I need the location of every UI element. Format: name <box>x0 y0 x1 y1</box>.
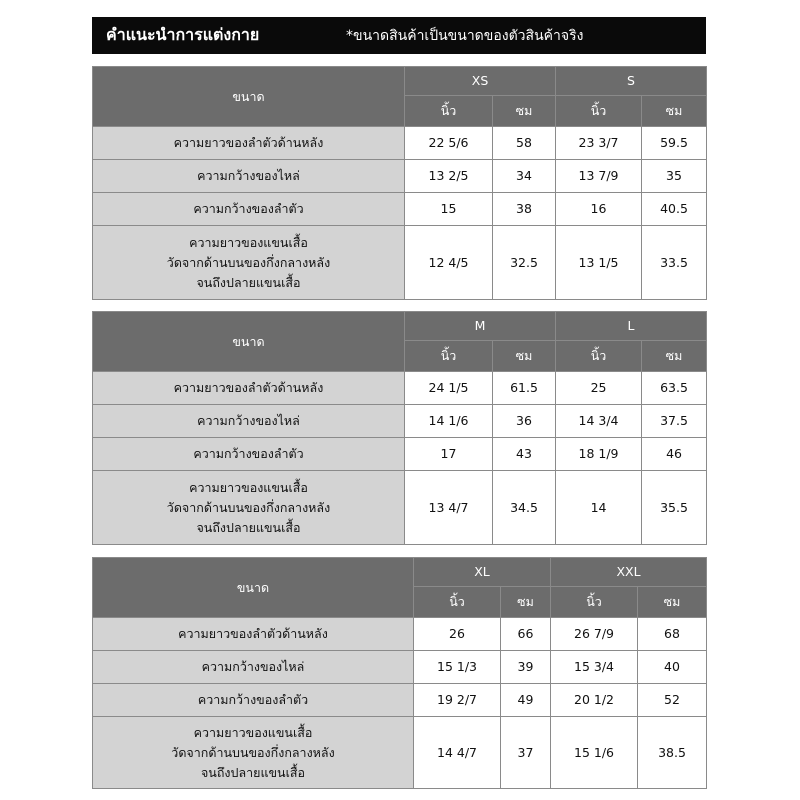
value-cell: 15 1/3 <box>414 651 501 684</box>
sleeve-label-line: วัดจากด้านบนของกึ่งกลางหลัง <box>166 499 331 515</box>
value-cell: 35 <box>642 160 707 193</box>
value-cell: 43 <box>493 438 556 471</box>
value-cell: 33.5 <box>642 226 707 300</box>
value-cell: 19 2/7 <box>414 684 501 717</box>
value-cell: 18 1/9 <box>556 438 642 471</box>
value-cell: 35.5 <box>642 471 707 545</box>
table-row <box>93 160 707 193</box>
table-row <box>93 618 707 651</box>
row-label-back-length: ความยาวของลำตัวด้านหลัง <box>93 127 405 160</box>
unit-inch: นิ้ว <box>556 96 642 127</box>
value-cell: 34 <box>493 160 556 193</box>
table-row <box>93 405 707 438</box>
row-label-body-width: ความกว้างของลำตัว <box>93 438 405 471</box>
row-label-back-length: ความยาวของลำตัวด้านหลัง <box>93 618 414 651</box>
value-cell: 17 <box>405 438 493 471</box>
row-label-body-width: ความกว้างของลำตัว <box>93 193 405 226</box>
unit-cm: ซม <box>493 341 556 372</box>
size-header-l: L <box>556 312 707 341</box>
value-cell: 20 1/2 <box>551 684 638 717</box>
size-header-xxl: XXL <box>551 558 707 587</box>
value-cell: 37 <box>501 717 551 789</box>
unit-cm: ซม <box>501 587 551 618</box>
row-label-sleeve-length <box>93 717 414 789</box>
value-cell: 22 5/6 <box>405 127 493 160</box>
value-cell: 13 1/5 <box>556 226 642 300</box>
size-header-m: M <box>405 312 556 341</box>
value-cell: 16 <box>556 193 642 226</box>
value-cell: 14 3/4 <box>556 405 642 438</box>
value-cell: 13 7/9 <box>556 160 642 193</box>
value-cell: 34.5 <box>493 471 556 545</box>
value-cell: 14 4/7 <box>414 717 501 789</box>
row-label-sleeve-length <box>93 471 405 545</box>
size-table-m-l <box>92 311 707 545</box>
sleeve-label-line: ความยาวของแขนเสื้อ <box>189 234 308 250</box>
value-cell: 68 <box>638 618 707 651</box>
value-cell: 14 1/6 <box>405 405 493 438</box>
value-cell: 40.5 <box>642 193 707 226</box>
value-cell: 32.5 <box>493 226 556 300</box>
value-cell: 25 <box>556 372 642 405</box>
row-label-back-length: ความยาวของลำตัวด้านหลัง <box>93 372 405 405</box>
size-table-xs-s <box>92 66 707 300</box>
sleeve-label-line: จนถึงปลายแขนเสื้อ <box>196 519 301 535</box>
value-cell: 14 <box>556 471 642 545</box>
unit-inch: นิ้ว <box>414 587 501 618</box>
value-cell: 59.5 <box>642 127 707 160</box>
value-cell: 40 <box>638 651 707 684</box>
unit-cm: ซม <box>638 587 707 618</box>
size-caption: ขนาด <box>93 312 405 372</box>
value-cell: 63.5 <box>642 372 707 405</box>
table-row <box>93 193 707 226</box>
value-cell: 15 3/4 <box>551 651 638 684</box>
value-cell: 24 1/5 <box>405 372 493 405</box>
value-cell: 46 <box>642 438 707 471</box>
sleeve-label-line: วัดจากด้านบนของกึ่งกลางหลัง <box>166 254 331 270</box>
value-cell: 66 <box>501 618 551 651</box>
table-row <box>93 684 707 717</box>
value-cell: 37.5 <box>642 405 707 438</box>
unit-inch: นิ้ว <box>551 587 638 618</box>
value-cell: 12 4/5 <box>405 226 493 300</box>
unit-cm: ซม <box>642 96 707 127</box>
value-cell: 15 <box>405 193 493 226</box>
value-cell: 26 7/9 <box>551 618 638 651</box>
table-row <box>93 372 707 405</box>
sleeve-label-line: ความยาวของแขนเสื้อ <box>193 724 313 740</box>
value-cell: 52 <box>638 684 707 717</box>
value-cell: 49 <box>501 684 551 717</box>
unit-inch: นิ้ว <box>556 341 642 372</box>
table-row <box>93 471 707 545</box>
value-cell: 26 <box>414 618 501 651</box>
size-header-xl: XL <box>414 558 551 587</box>
row-label-sleeve-length <box>93 226 405 300</box>
row-label-shoulder-width: ความกว้างของไหล่ <box>93 160 405 193</box>
size-header-s: S <box>556 67 707 96</box>
value-cell: 23 3/7 <box>556 127 642 160</box>
value-cell: 15 1/6 <box>551 717 638 789</box>
value-cell: 38 <box>493 193 556 226</box>
row-label-body-width: ความกว้างของลำตัว <box>93 684 414 717</box>
size-table-xl-xxl <box>92 557 707 789</box>
sleeve-label-line: จนถึงปลายแขนเสื้อ <box>200 764 306 780</box>
value-cell: 13 2/5 <box>405 160 493 193</box>
table-row <box>93 438 707 471</box>
row-label-shoulder-width: ความกว้างของไหล่ <box>93 651 414 684</box>
value-cell: 39 <box>501 651 551 684</box>
row-label-shoulder-width: ความกว้างของไหล่ <box>93 405 405 438</box>
page-title: คำแนะนำการแต่งกาย <box>106 25 260 44</box>
table-row <box>93 127 707 160</box>
sleeve-label-line: วัดจากด้านบนของกึ่งกลางหลัง <box>171 744 335 760</box>
sleeve-label-line: ความยาวของแขนเสื้อ <box>189 479 308 495</box>
value-cell: 13 4/7 <box>405 471 493 545</box>
unit-inch: นิ้ว <box>405 341 493 372</box>
size-caption: ขนาด <box>93 67 405 127</box>
value-cell: 61.5 <box>493 372 556 405</box>
unit-cm: ซม <box>642 341 707 372</box>
size-note: *ขนาดสินค้าเป็นขนาดของตัวสินค้าจริง <box>346 27 584 44</box>
unit-inch: นิ้ว <box>405 96 493 127</box>
value-cell: 36 <box>493 405 556 438</box>
table-row <box>93 717 707 789</box>
unit-cm: ซม <box>493 96 556 127</box>
value-cell: 58 <box>493 127 556 160</box>
table-row <box>93 651 707 684</box>
size-header-xs: XS <box>405 67 556 96</box>
header-bar <box>92 17 706 54</box>
size-caption: ขนาด <box>93 558 414 618</box>
table-row <box>93 226 707 300</box>
value-cell: 38.5 <box>638 717 707 789</box>
sleeve-label-line: จนถึงปลายแขนเสื้อ <box>196 274 301 290</box>
